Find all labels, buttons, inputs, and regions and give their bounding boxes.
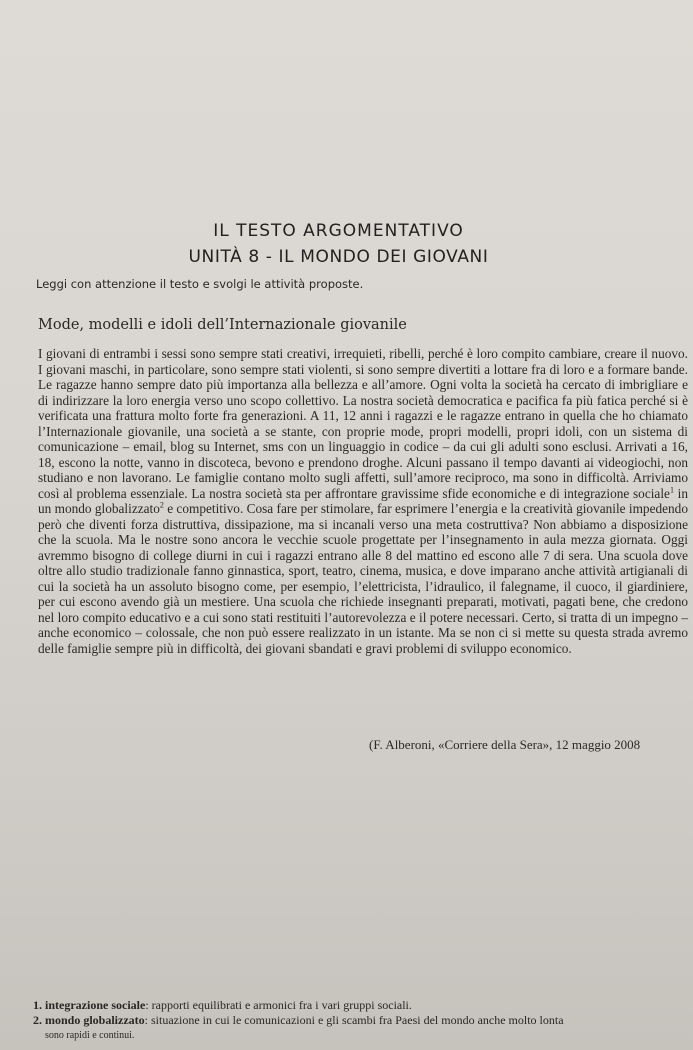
footnote-2	[33, 1013, 693, 1028]
footnote-number: 2.	[33, 1013, 42, 1027]
footnote-2-continuation: sono rapidi e continui.	[45, 1030, 135, 1041]
footnote-1	[33, 998, 693, 1013]
article-body	[38, 346, 688, 656]
article-body-part-3: e competitivo. Cosa fare per stimolare, far esprimere l’energia e la creatività giovanile impedendo però che diventi forza distruttiva, dissipazione, ma si incanali verso una meta costruttiva? Non abbiamo a disposizione che la scuola. Ma le nostre sono ancora le vecchie scuole progettate per l’insegnamento in aula mezza giornata. Oggi avremmo bisogno di college diurni in cui i ragazzi entrano alle 8 del mattino ed escono alle 7 di sera. Una scuola dove oltre allo studio tradizionale fanno ginnastica, sport, teatro, cinema, musica, e dove imparano anche attività artigianali di cui la società ha un assoluto bisogno come, per esempio, l’elettricista, l’idraulico, il falegname, il cuoco, il giardiniere, per cui escono avendo già un mestiere. Una scuola che richiede insegnanti preparati, motivati, pagati bene, che credono nel loro compito educativo e a cui sono stati restituiti l’autorevolezza e il potere necessari. Certo, si tratta di un impegno – anche economico – colossale, che non può essere realizzato in un istante. Ma se non ci si mette su questa strada avremo delle famiglie sempre più in difficoltà, dei giovani sbandati e gravi problemi di sviluppo economico.	[38, 501, 688, 656]
article-citation: (F. Alberoni, «Corriere della Sera», 12 maggio 2008	[369, 737, 641, 752]
section-heading: IL TESTO ARGOMENTATIVO	[213, 221, 464, 241]
footnote-definition: : rapporti equilibrati e armonici fra i vari gruppi sociali.	[145, 998, 412, 1012]
footnote-ref-2: 2	[159, 500, 164, 510]
footnote-definition: : situazione in cui le comunicazioni e gli scambi fra Paesi del mondo anche molto lonta	[144, 1013, 564, 1027]
article-body-part-1: I giovani di entrambi i sessi sono sempre stati creativi, irrequieti, ribelli, perché è loro compito cambiare, creare il nuovo. I giovani maschi, in particolare, sono sempre stati violenti, si sono sempre divertiti a lottare fra di loro e a formare bande. Le ragazze hanno sempre dato più importanza alla bellezza e all’amore. Ogni volta la società ha cercato di imbrigliare e di indirizzare la loro energia verso uno scopo collettivo. La nostra società democratica e pacifica fa più fatica perché si è verificata una frattura molto forte fra generazioni. A 11, 12 anni i ragazzi e le ragazze entrano in quella che ho chiamato l’Internazionale giovanile, una società a se stante, con proprie mode, propri modelli, propri idoli, con un sistema di comunicazione – email, blog su Internet, sms con un linguaggio in codice – da cui gli adulti sono esclusi. Arrivati a 16, 18, escono la notte, vanno in discoteca, bevono e prendono droghe. Alcuni passano il tempo davanti ai videogiochi, non studiano e non lavorano. Le famiglie contano molto sugli affetti, sull’amore reciproco, ma sono in difficoltà. Arriviamo così al problema essenziale. La nostra società sta per affrontare gravissime sfide economiche e di integrazione sociale	[38, 346, 688, 501]
article-body-part-2: in un mondo globalizzato	[38, 485, 689, 516]
footnotes	[33, 998, 693, 1043]
unit-heading: UNITÀ 8 - IL MONDO DEI GIOVANI	[188, 247, 489, 267]
instructions-text: Leggi con attenzione il testo e svolgi le attività proposte.	[36, 277, 364, 291]
footnote-term: mondo globalizzato	[45, 1013, 145, 1027]
footnote-term: integrazione sociale	[45, 998, 146, 1012]
footnote-ref-1: 1	[669, 485, 674, 495]
article-title: Mode, modelli e idoli dell’Internazionale giovanile	[38, 317, 407, 333]
footnote-number: 1.	[33, 998, 42, 1012]
